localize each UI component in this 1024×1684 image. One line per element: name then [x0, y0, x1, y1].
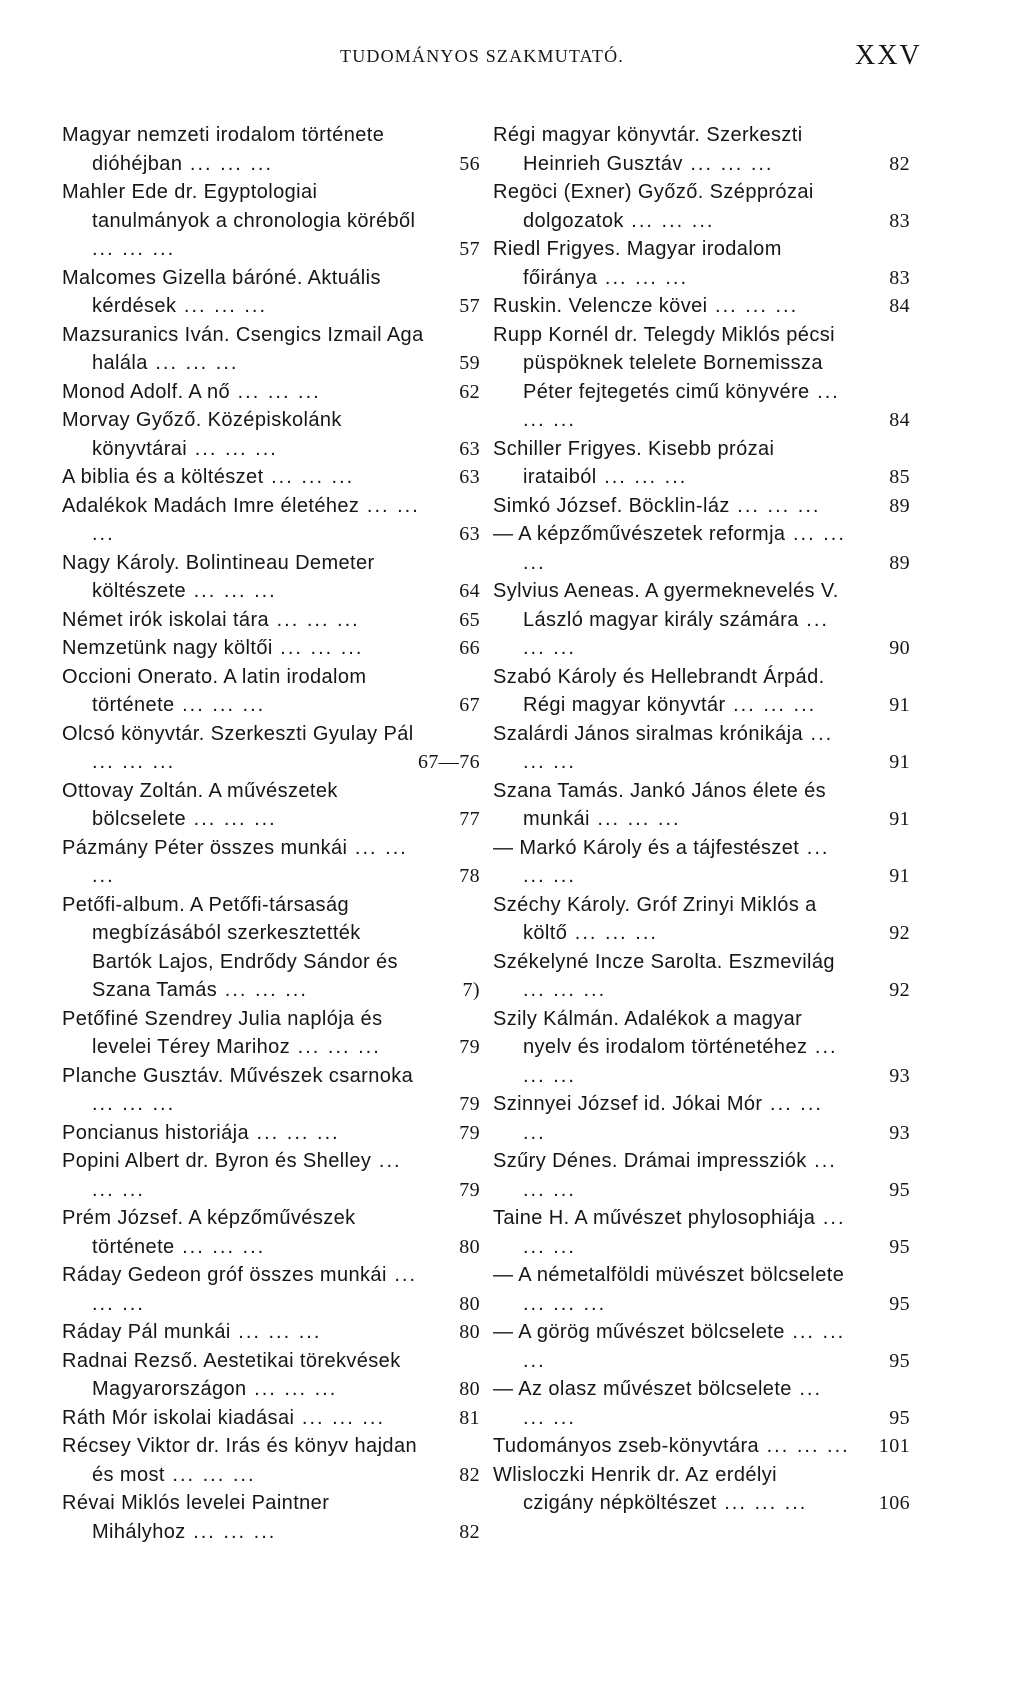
index-entry-page: 90 [889, 637, 910, 659]
index-entry-title: — A görög művészet bölcselete [493, 1321, 785, 1343]
index-entry-page: 92 [889, 922, 910, 944]
index-entry-page: 56 [459, 152, 480, 175]
index-entry [493, 720, 908, 777]
index-entry-title: Occioni Onerato. A latin irodalom története [62, 665, 367, 716]
dot-leader: ... ... ... [217, 979, 308, 1001]
dot-leader: ... ... ... [523, 1150, 837, 1201]
index-entry-title: Olcsó könyvtár. Szerkeszti Gyulay Pál [62, 722, 414, 745]
index-entry [493, 834, 908, 891]
dot-leader: ... ... ... [623, 209, 715, 232]
index-entry-title: Regöci (Exner) Győző. Szépprózai dolgozatok [493, 181, 814, 232]
index-entry-title: Szana Tamás. Jankó János élete és munkái [493, 779, 827, 830]
index-entry-title: Révai Miklós levelei Paintner Mihályhoz [62, 1492, 330, 1543]
index-entry [493, 178, 908, 235]
index-entry-title: Mazsuranics Iván. Csengics Izmail Aga halála [62, 323, 424, 374]
index-entry [62, 1119, 482, 1148]
index-entry-page: 91 [889, 751, 910, 773]
index-entry [62, 720, 482, 777]
index-entry-title: Popini Albert dr. Byron és Shelley [62, 1150, 372, 1172]
dot-leader: ... ... ... [187, 437, 278, 460]
index-entry-title: Mahler Ede dr. Egyptologiai tanulmányok a chronologia köréből [62, 181, 416, 232]
index-entry-page: 92 [889, 979, 910, 1001]
index-entry-title: Szabó Károly és Hellebrandt Árpád. Régi magyar könyvtár [493, 665, 825, 716]
index-entry-title: Récsey Viktor dr. Irás és könyv hajdan és most [62, 1435, 417, 1486]
index-entry [62, 492, 482, 549]
dot-leader: ... ... ... [182, 152, 274, 175]
index-entry-title: Prém József. A képzőművészek története [62, 1207, 356, 1258]
index-entry-title: Sylvius Aeneas. A gyermeknevelés V. László magyar király számára [493, 580, 839, 631]
index-entry-title: A biblia és a költészet [62, 466, 264, 488]
index-entry-page: 83 [889, 209, 910, 232]
index-entry-page: 81 [459, 1406, 480, 1429]
dot-leader: ... ... ... [246, 1378, 338, 1400]
index-entry [62, 321, 482, 378]
index-entry [493, 235, 908, 292]
dot-leader: ... ... ... [249, 1121, 340, 1144]
index-entry-page: 64 [459, 580, 480, 602]
index-entry-title: Taine H. A művészet phylosophiája [493, 1207, 816, 1229]
index-entry [493, 891, 908, 948]
index-entry [493, 121, 908, 178]
index-entry [62, 264, 482, 321]
dot-leader: ... ... ... [92, 1150, 402, 1201]
dot-leader: ... ... ... [263, 466, 355, 488]
index-entry-title: Petőfiné Szendrey Julia naplója és levelei Térey Marihoz [62, 1007, 383, 1058]
index-entry-title: — Markó Károly és a tájfestészet [493, 836, 800, 859]
index-entry-title: Planche Gusztáv. Művészek csarnoka [62, 1064, 414, 1087]
dot-leader: ... ... ... [682, 152, 774, 175]
index-entry-page: 93 [889, 1121, 910, 1144]
index-entry [62, 606, 482, 635]
index-entry-title: Szűry Dénes. Drámai impressziók [493, 1150, 807, 1172]
index-entry-page: 95 [889, 1349, 910, 1372]
index-entry [62, 1062, 482, 1119]
index-entry-title: Wlisloczki Henrik dr. Az erdélyi czigány népköltészet [493, 1463, 777, 1514]
index-entry-page: 82 [889, 152, 910, 175]
index-entry [493, 1318, 908, 1375]
dot-leader: ... ... ... [147, 352, 239, 374]
dot-leader: ... ... ... [596, 466, 688, 488]
dot-leader: ... ... ... [269, 608, 360, 631]
index-entry [493, 520, 908, 577]
index-entry-title: Morvay Győző. Középiskolánk könyvtárai [62, 409, 342, 460]
index-entry-page: 95 [889, 1235, 910, 1258]
index-entry-page: 83 [889, 266, 910, 289]
index-entry-page: 80 [459, 1321, 480, 1343]
dot-leader: ... ... ... [523, 722, 834, 773]
index-entry-page: 79 [459, 1093, 480, 1115]
index-entry-title: Radnai Rezső. Aestetikai törekvések Magyarországon [62, 1349, 401, 1400]
index-entry [493, 1432, 908, 1461]
index-entry-title: — A németalföldi müvészet bölcselete [493, 1264, 845, 1286]
index-entry-title: Monod Adolf. A nő [62, 380, 231, 403]
dot-leader: ... ... ... [729, 494, 821, 517]
dot-leader: ... ... ... [186, 808, 277, 830]
index-entry [62, 777, 482, 834]
index-entry-title: Ráth Mór iskolai kiadásai [62, 1406, 295, 1429]
index-entry-title: Pázmány Péter összes munkái [62, 836, 348, 859]
dot-leader: ... ... ... [164, 1463, 256, 1486]
index-entry-title: Nemzetünk nagy költői [62, 637, 273, 659]
page-number: XXV [855, 40, 922, 71]
index-entry [493, 663, 908, 720]
dot-leader: ... ... ... [725, 694, 817, 716]
index-entry-page: 7) [462, 979, 480, 1001]
index-entry [493, 292, 908, 321]
index-entry-title: Székelyné Incze Sarolta. Eszmevilág [493, 950, 835, 973]
index-entry-page: 57 [459, 295, 480, 317]
index-entry-page: 67 [459, 694, 480, 716]
index-entry [493, 1090, 908, 1147]
index-entry-page: 91 [889, 865, 910, 887]
index-entry [62, 121, 482, 178]
dot-leader: ... ... ... [523, 1378, 823, 1429]
index-entry [62, 1204, 482, 1261]
index-entry-page: 66 [459, 637, 480, 659]
dot-leader: ... ... ... [759, 1435, 850, 1457]
running-head [0, 40, 1024, 76]
dot-leader: ... ... ... [174, 1235, 266, 1258]
index-entry [62, 1261, 482, 1318]
dot-leader: ... ... ... [523, 1093, 823, 1144]
index-entry [62, 178, 482, 264]
index-entry-title: Schiller Frigyes. Kisebb prózai irataiból [493, 437, 775, 488]
index-entry-page: 95 [889, 1406, 910, 1429]
dot-leader: ... ... ... [523, 1292, 607, 1315]
index-entry-page: 79 [459, 1121, 480, 1144]
dot-leader: ... ... ... [707, 295, 799, 317]
index-entry-page: 63 [459, 437, 480, 460]
index-entry-title: Ottovay Zoltán. A művészetek bölcselete [62, 779, 338, 830]
index-entry [493, 435, 908, 492]
index-entry [493, 492, 908, 521]
index-entry-title: Szily Kálmán. Adalékok a magyar nyelv és irodalom történetéhez [493, 1007, 808, 1058]
index-entry [62, 1005, 482, 1062]
index-entry-page: 93 [889, 1064, 910, 1087]
index-entry [62, 1147, 482, 1204]
dot-leader: ... ... ... [567, 922, 658, 944]
index-entry [493, 948, 908, 1005]
index-entry-page: 91 [889, 808, 910, 830]
index-entry-page: 63 [459, 523, 480, 545]
index-entry-title: — Az olasz művészet bölcselete [493, 1378, 792, 1400]
dot-leader: ... ... ... [92, 836, 408, 887]
index-entry-title: Rupp Kornél dr. Telegdy Miklós pécsi püspöknek telelete Bornemissza Péter fejtegetés cimű könyvére [493, 323, 835, 403]
index-entry-title: — A képzőművészetek reformja [493, 523, 786, 545]
index-entry [493, 1261, 908, 1318]
index-column-right [493, 121, 908, 1518]
index-entry-title: Régi magyar könyvtár. Szerkeszti Heinrieh Gusztáv [493, 124, 803, 175]
index-entry [62, 378, 482, 407]
index-entry-title: Ráday Pál munkái [62, 1321, 231, 1343]
dot-leader: ... ... ... [290, 1036, 381, 1058]
index-entry-page: 79 [459, 1178, 480, 1201]
index-entry [62, 1489, 482, 1546]
index-entry [493, 577, 908, 663]
index-entry-page: 65 [459, 608, 480, 631]
running-head-title: TUDOMÁNYOS SZAKMUTATÓ. [340, 46, 624, 66]
index-entry-title: Magyar nemzeti irodalom története dióhéjban [62, 124, 385, 175]
index-entry-page: 91 [889, 694, 910, 716]
dot-leader: ... ... ... [272, 637, 364, 659]
index-entry [493, 1375, 908, 1432]
dot-leader: ... ... ... [92, 1093, 176, 1115]
index-entry-page: 84 [889, 295, 910, 317]
index-entry-title: Simkó József. Böcklin-láz [493, 494, 730, 517]
index-entry-page: 95 [889, 1292, 910, 1315]
index-entry-page: 89 [889, 551, 910, 574]
index-entry-title: Szalárdi János siralmas krónikája [493, 722, 803, 745]
dot-leader: ... ... ... [523, 523, 846, 574]
index-entry-page: 89 [889, 494, 910, 517]
index-entry-page: 78 [459, 865, 480, 887]
index-entry-page: 59 [459, 352, 480, 374]
index-entry-title: Szinnyei József id. Jókai Mór [493, 1093, 763, 1115]
index-entry-page: 101 [878, 1435, 910, 1457]
dot-leader: ... ... ... [523, 1036, 838, 1087]
index-entry [62, 634, 482, 663]
dot-leader: ... ... ... [92, 751, 176, 773]
index-entry-page: 63 [459, 466, 480, 488]
index-entry-title: Széchy Károly. Gróf Zrinyi Miklós a költő [493, 893, 817, 944]
index-entry [493, 321, 908, 435]
index-entry [493, 1204, 908, 1261]
dot-leader: ... ... ... [523, 1321, 846, 1372]
dot-leader: ... ... ... [92, 494, 420, 545]
index-entry [493, 1005, 908, 1091]
index-entry-title: Malcomes Gizella báróné. Aktuális kérdések [62, 266, 381, 317]
index-entry-page: 77 [459, 808, 480, 830]
dot-leader: ... ... ... [174, 694, 266, 716]
dot-leader: ... ... ... [230, 380, 321, 403]
index-entry-page: 79 [459, 1036, 480, 1058]
index-entry-page: 82 [459, 1520, 480, 1543]
dot-leader: ... ... ... [523, 1207, 846, 1258]
dot-leader: ... ... ... [523, 979, 607, 1001]
index-entry-page: 106 [878, 1492, 910, 1514]
index-entry-page: 82 [459, 1463, 480, 1486]
index-entry-title: Poncianus historiája [62, 1121, 249, 1144]
index-entry [493, 777, 908, 834]
index-entry [62, 663, 482, 720]
dot-leader: ... ... ... [230, 1321, 322, 1343]
index-entry-title: Ráday Gedeon gróf összes munkái [62, 1264, 387, 1286]
index-entry [62, 834, 482, 891]
index-entry-title: Petőfi-album. A Petőfi-társaság megbízásából szerkesztették Bartók Lajos, Endrődy Sándor és Szana Tamás [62, 893, 398, 1001]
dot-leader: ... ... ... [523, 380, 840, 431]
index-entry-page: 57 [459, 238, 480, 260]
index-entry-page: 67—76 [418, 751, 480, 773]
index-entry-page: 85 [889, 466, 910, 488]
index-entry-title: Nagy Károly. Bolintineau Demeter költészete [62, 551, 375, 602]
index-entry [62, 406, 482, 463]
index-entry [62, 1404, 482, 1433]
index-entry [62, 1347, 482, 1404]
dot-leader: ... ... ... [294, 1406, 386, 1429]
index-entry [62, 891, 482, 1005]
index-entry-page: 80 [459, 1292, 480, 1315]
index-entry-title: Ruskin. Velencze kövei [493, 295, 708, 317]
index-entry [493, 1461, 908, 1518]
dot-leader: ... ... ... [92, 1264, 418, 1315]
index-entry-title: Német irók iskolai tára [62, 608, 270, 631]
index-entry-page: 62 [459, 380, 480, 403]
index-column-left [62, 121, 482, 1546]
index-entry-page: 80 [459, 1235, 480, 1258]
dot-leader: ... ... ... [92, 238, 176, 260]
dot-leader: ... ... ... [176, 295, 268, 317]
index-entry-title: Tudományos zseb-könyvtára [493, 1435, 760, 1457]
index-entry [62, 1432, 482, 1489]
dot-leader: ... ... ... [597, 266, 689, 289]
dot-leader: ... ... ... [186, 580, 277, 602]
dot-leader: ... ... ... [185, 1520, 277, 1543]
dot-leader: ... ... ... [589, 808, 681, 830]
index-entry [62, 1318, 482, 1347]
index-entry-title: Adalékok Madách Imre életéhez [62, 494, 360, 517]
dot-leader: ... ... ... [523, 836, 830, 887]
index-entry-title: Riedl Frigyes. Magyar irodalom főiránya [493, 238, 782, 289]
index-entry [62, 463, 482, 492]
index-entry-page: 84 [889, 409, 910, 431]
index-entry-page: 80 [459, 1378, 480, 1400]
dot-leader: ... ... ... [716, 1492, 808, 1514]
index-entry [62, 549, 482, 606]
index-entry-page: 95 [889, 1178, 910, 1201]
dot-leader: ... ... ... [523, 608, 829, 659]
index-entry [493, 1147, 908, 1204]
